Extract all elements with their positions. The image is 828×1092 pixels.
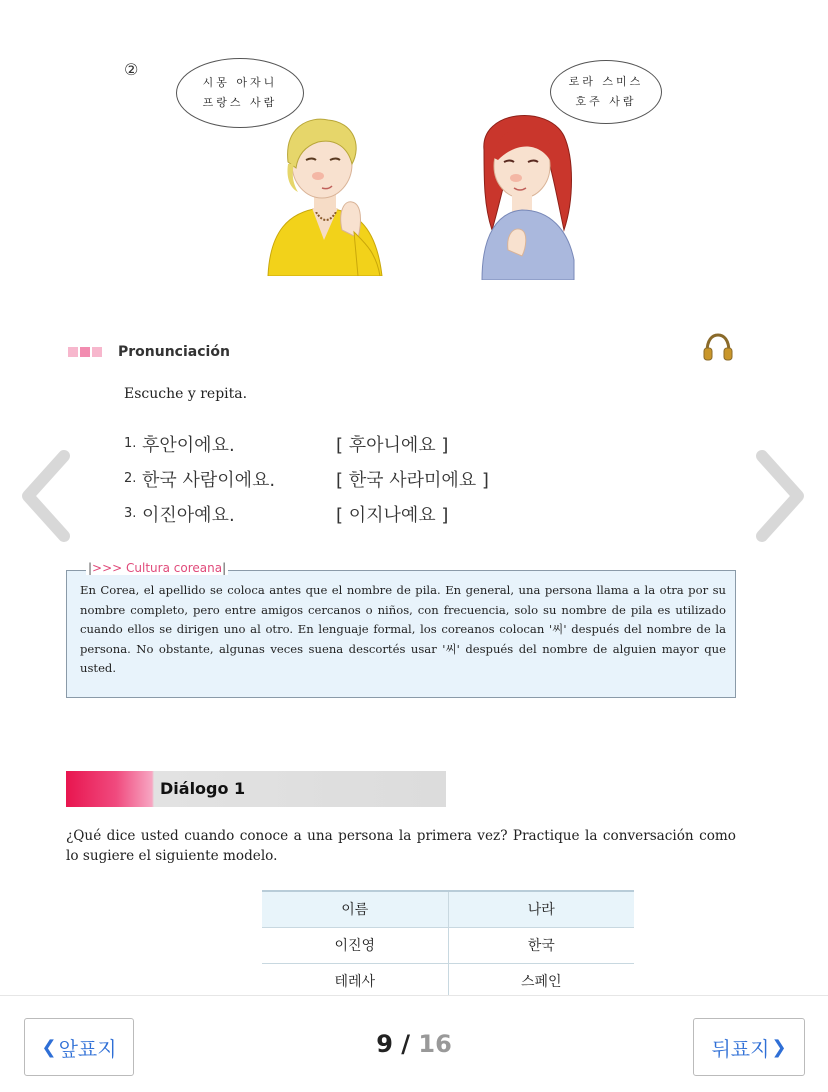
item-pronunciation: [ 후아니에요 ] (336, 434, 449, 456)
next-cover-button[interactable] (693, 1018, 805, 1076)
dialog-instruction: ¿Qué dice usted cuando conoce a una persona la primera vez? Practique la conversación como lo sugiere el siguiente modelo. (66, 828, 736, 864)
item-word: 후안이에요. (142, 434, 235, 456)
item-number: 2. (124, 471, 137, 486)
table-row (262, 927, 634, 963)
table-header-row (262, 891, 634, 927)
table-cell: 한국 (448, 927, 634, 963)
item-number: 1. (124, 436, 137, 451)
list-item (124, 461, 544, 496)
section-bars-decoration (68, 347, 102, 357)
item-word: 한국 사람이에요. (142, 469, 276, 491)
pronunciation-instruction: Escuche y repita. (124, 386, 248, 402)
item-pronunciation: [ 이지나예요 ] (336, 504, 449, 526)
table-header-name: 이름 (262, 891, 448, 927)
exercise-marker: ② (124, 60, 139, 79)
table-row (262, 963, 634, 995)
pronunciation-title: Pronunciación (118, 344, 230, 360)
table-cell: 스페인 (448, 963, 634, 995)
culture-label-text: >>> Cultura coreana (92, 561, 223, 575)
headphones-icon[interactable] (702, 332, 734, 362)
chevron-right-icon: ❯ (771, 1036, 787, 1058)
table-cell: 이진영 (262, 927, 448, 963)
list-item (124, 426, 544, 461)
culture-label: |>>> Cultura coreana| (88, 561, 227, 575)
chevron-left-icon[interactable] (18, 450, 74, 542)
next-cover-label: 뒤표지 (711, 1036, 770, 1061)
current-page: 9 (376, 1030, 393, 1058)
prev-cover-label: 앞표지 (58, 1036, 117, 1061)
pronunciation-header (68, 344, 230, 360)
page-footer (0, 995, 828, 1092)
item-pronunciation: [ 한국 사라미에요 ] (336, 469, 489, 491)
bubble-left-line1: 시몽 아자니 (202, 76, 278, 89)
total-pages: 16 (418, 1030, 452, 1058)
bubble-right-line2: 호주 사람 (575, 95, 637, 108)
chevron-right-icon[interactable] (752, 450, 808, 542)
blonde-woman-illustration (258, 112, 388, 276)
bubble-left-line2: 프랑스 사람 (202, 96, 278, 109)
list-item (124, 496, 544, 531)
culture-text: En Corea, el apellido se coloca antes que el nombre de pila. En general, una persona llama a la otra por su nombre completo, pero entre amigos cercanos o niños, con frecuencia, solo su nombre de pila es utilizado cuando ellos se dirigen uno al otro. En lenguaje formal, los coreanos colocan '씨' después del nombre de la persona. No obstante, algunas veces suena descortés usar '씨' después del nombre de alguien mayor que usted. (80, 583, 726, 676)
item-number: 3. (124, 506, 137, 521)
dialog-title: Diálogo 1 (160, 779, 246, 798)
vocab-table (262, 890, 634, 995)
pronunciation-list (124, 426, 544, 531)
redhead-woman-illustration (478, 110, 578, 280)
bubble-right-line1: 로라 스미스 (568, 75, 644, 88)
table-header-country: 나라 (448, 891, 634, 927)
page-separator: / (401, 1030, 411, 1058)
dialog-header (66, 771, 446, 807)
chevron-left-icon: ❮ (41, 1036, 57, 1058)
table-cell: 테레사 (262, 963, 448, 995)
item-word: 이진아예요. (142, 504, 235, 526)
